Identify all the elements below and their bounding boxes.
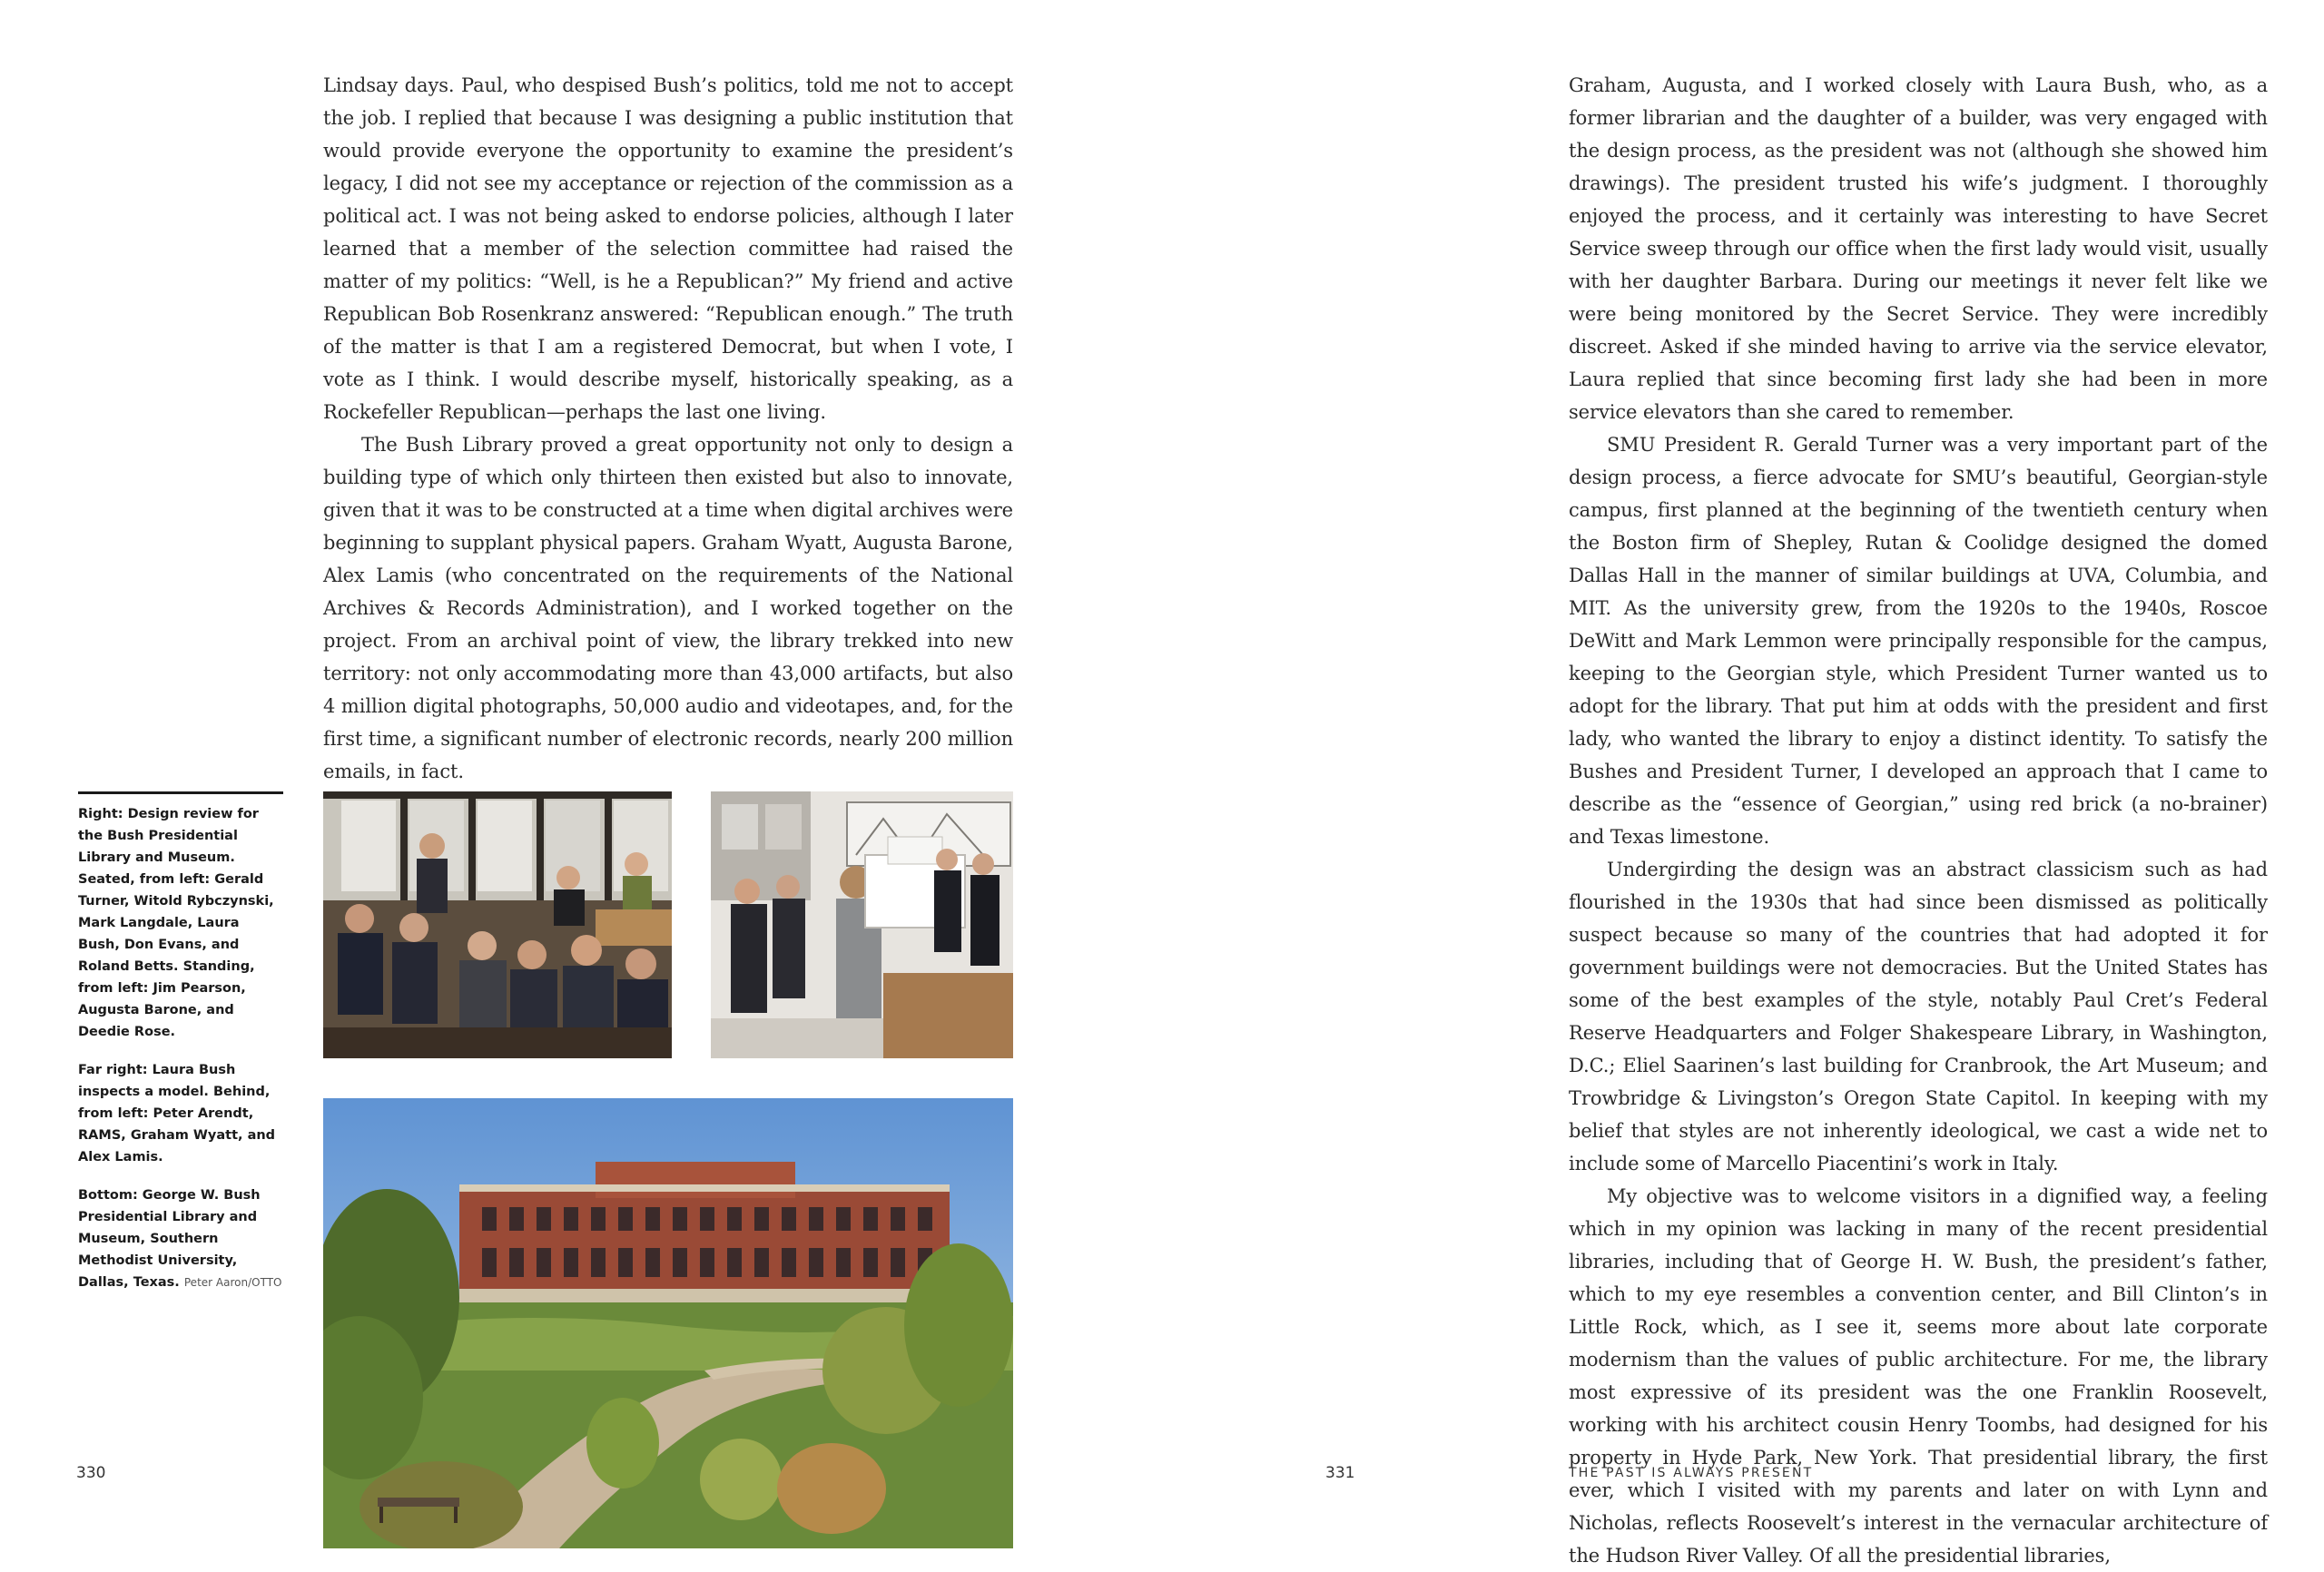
- left-body-text: [323, 69, 1013, 788]
- photo-captions: [78, 791, 283, 1310]
- model-inspection-photo: [711, 791, 1013, 1058]
- right-paragraph-4: My objective was to welcome visitors in a dignified way, a feeling which in my opinion was lacking in many of the recent presidential libraries, including that of George H. W. Bush, the president’s father, which to my eye resembles a convention center, and Bill Clinton’s in Little Rock, which, as I see it, seems more about late corporate modernism than the values of public architecture. For me, the library most expressive of its president was the one Franklin Roosevelt, working with his architect cousin Henry Toombs, had designed for his property in Hyde Park, New York. That presidential library, the first ever, which I visited with my parents and later on with Lynn and Nicholas, reflects Roosevelt’s interest in the vernacular architecture of the Hudson River Valley. Of all the presidential libraries,: [1569, 1185, 2268, 1567]
- right-body-text: [1569, 69, 2268, 1572]
- caption-bottom: Bottom: George W. Bush Presidential Library and Museum, Southern Methodist University, Dallas, Texas.: [78, 1188, 261, 1290]
- left-page: [0, 0, 1162, 1548]
- caption-right: Right: Design review for the Bush Presidential Library and Museum. Seated, from left: Gerald Turner, Witold Rybczynski, Mark Langdale, Laura Bush, Don Evans, and Roland Betts. Standing, from left: Jim Pearson, Augusta Barone, and Deedie Rose.: [78, 807, 274, 1039]
- bush-library-illustration: [323, 1098, 1013, 1548]
- right-paragraph-3: Undergirding the design was an abstract classicism such as had flourished in the 1930s that had since been dismissed as politically suspect because so many of the countries that had adopted it for government buildings were not democracies. But the United States has some of the best examples of the style, notably Paul Cret’s Federal Reserve Headquarters and Folger Shakespeare Library, in Washington, D.C.; Eliel Saarinen’s last building for Cranbrook, the Art Museum; and Trowbridge & Livingston’s Oregon State Capitol. In keeping with my belief that styles are not inherently ideological, we cast a wide net to include some of Marcello Piacentini’s work in Italy.: [1569, 859, 2268, 1174]
- design-review-illustration: [323, 791, 672, 1058]
- design-review-photo: [323, 791, 672, 1058]
- right-paragraph-1: Graham, Augusta, and I worked closely with Laura Bush, who, as a former librarian and the daughter of a builder, was very engaged with the design process, as the president was not (although she showed him drawings). The president trusted his wife’s judgment. I thoroughly enjoyed the process, and it certainly was interesting to have Secret Service sweep through our office when the first lady would visit, usually with her daughter Barbara. During our meetings it never felt like we were being monitored by the Secret Service. They were incredibly discreet. Asked if she minded having to arrive via the service elevator, Laura replied that since becoming first lady she had been in more service elevators than she cared to remember.: [1569, 74, 2268, 423]
- left-paragraph-2: The Bush Library proved a great opportunity not only to design a building type of which only thirteen then existed but also to innovate, given that it was to be constructed at a time when digital archives were beginning to supplant physical papers. Graham Wyatt, Augusta Barone, Alex Lamis (who concentrated on the requirements of the National Archives & Records Administration), and I worked together on the project. From an archival point of view, the library trekked into new territory: not only accommodating more than 43,000 artifacts, but also 4 million digital photographs, 50,000 audio and videotapes, and, for the first time, a significant number of electronic records, nearly 200 million emails, in fact.: [323, 434, 1013, 782]
- right-paragraph-2: SMU President R. Gerald Turner was a very important part of the design process, a fierce advocate for SMU’s beautiful, Georgian-style campus, first planned at the beginning of the twentieth century when the Boston firm of Shepley, Rutan & Coolidge designed the domed Dallas Hall in the manner of similar buildings at UVA, Columbia, and MIT. As the university grew, from the 1920s to the 1940s, Roscoe DeWitt and Mark Lemmon were principally responsible for the campus, keeping to the Georgian style, which President Turner wanted us to adopt for the library. That put him at odds with the president and first lady, who wanted the library to enjoy a distinct identity. To satisfy the Bushes and President Turner, I developed an approach that I came to describe as the “essence of Georgian,” using red brick (a no-brainer) and Texas limestone.: [1569, 434, 2268, 848]
- page-number-left: 330: [76, 1464, 106, 1482]
- caption-far-right: Far right: Laura Bush inspects a model. Behind, from left: Peter Arendt, RAMS, Graham Wyatt, and Alex Lamis.: [78, 1063, 276, 1164]
- photo-credit: Peter Aaron/OTTO: [183, 1276, 282, 1289]
- running-head: THE PAST IS ALWAYS PRESENT: [1569, 1466, 1814, 1480]
- caption-bottom-wrap: [78, 1184, 283, 1293]
- page-number-right: 331: [1325, 1464, 1355, 1482]
- left-paragraph-1: Lindsay days. Paul, who despised Bush’s politics, told me not to accept the job. I replied that because I was designing a public institution that would provide everyone the opportunity to examine the president’s legacy, I did not see my acceptance or rejection of the commission as a political act. I was not being asked to endorse policies, although I later learned that a member of the selection committee had raised the matter of my politics: “Well, is he a Republican?” My friend and active Republican Bob Rosenkranz answered: “Republican enough.” The truth of the matter is that I am a registered Democrat, but when I vote, I vote as I think. I would describe myself, historically speaking, as a Rockefeller Republican—perhaps the last one living.: [323, 74, 1013, 423]
- bush-library-photo: [323, 1098, 1013, 1548]
- model-inspection-illustration: [711, 791, 1013, 1058]
